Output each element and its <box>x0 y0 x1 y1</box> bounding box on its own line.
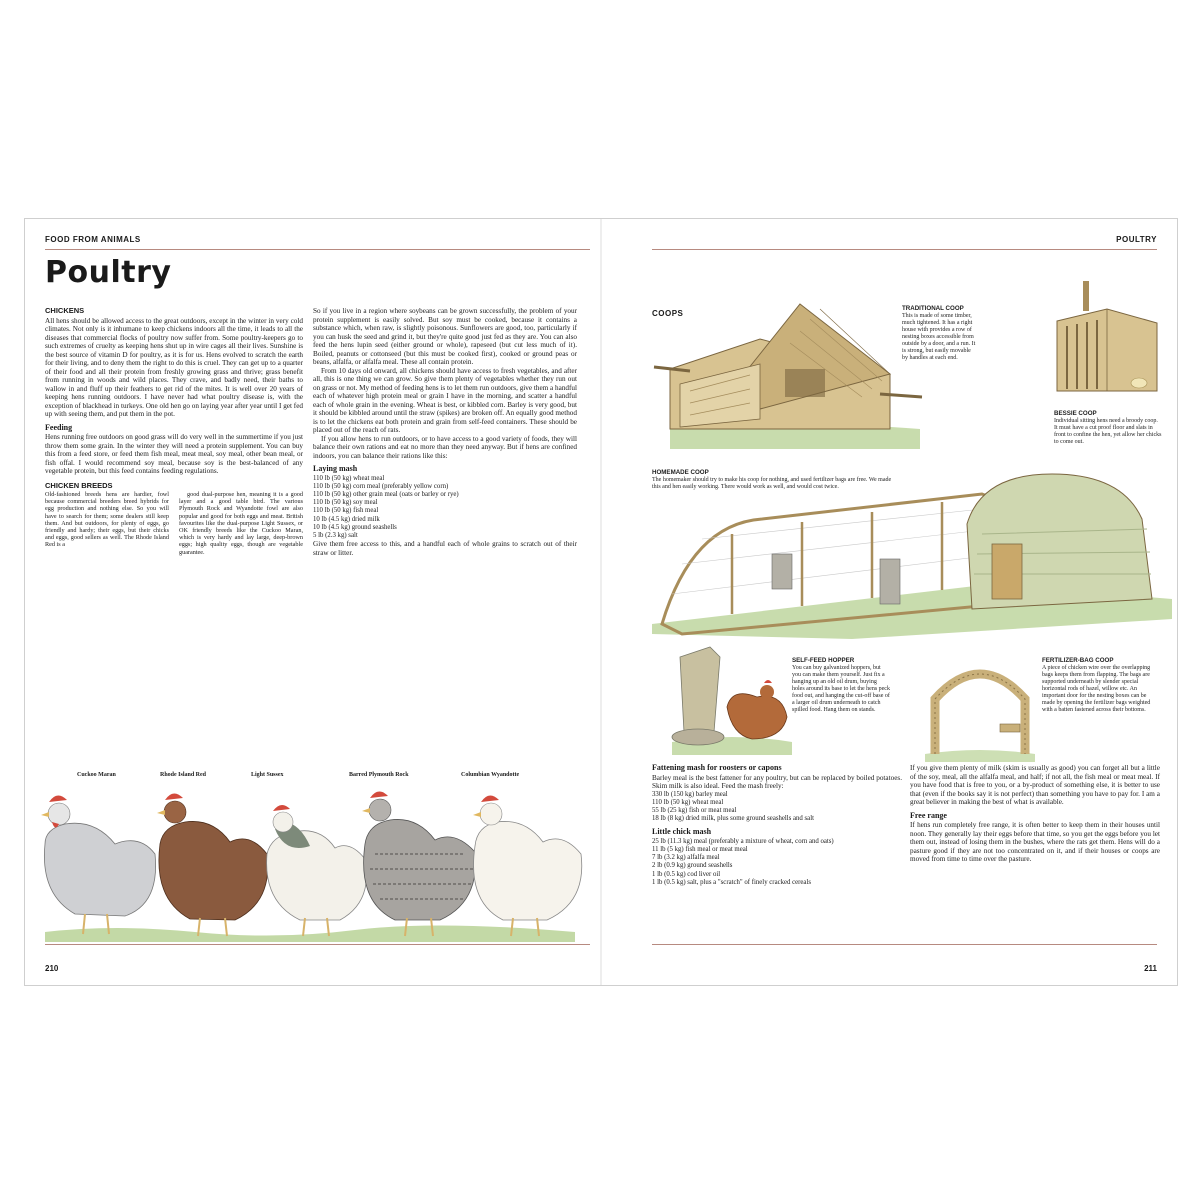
chick-mash-list <box>652 838 902 887</box>
section-heading-fattening: Fattening mash for roosters or capons <box>652 763 782 772</box>
list-item: 2 lb (0.9 kg) ground seashells <box>652 862 733 870</box>
caption-title: SELF-FEED HOPPER <box>792 657 855 664</box>
caption-fertilizer-bag-coop <box>1042 657 1160 714</box>
right-column-1 <box>652 764 902 887</box>
self-feed-hopper-illustration <box>662 647 802 757</box>
traditional-coop-illustration <box>650 299 940 459</box>
footer-rule <box>45 944 590 945</box>
chicken-cuckoo-maran <box>41 795 156 934</box>
breed-label: Barred Plymouth Rock <box>349 772 409 778</box>
caption-title: HOMEMADE COOP <box>652 469 709 476</box>
caption-bessie-coop <box>1054 410 1162 446</box>
caption-traditional-coop <box>902 305 978 362</box>
chicken-barred-plymouth-rock <box>362 791 476 936</box>
list-item: 5 lb (2.3 kg) salt <box>313 531 358 539</box>
breeds-box <box>45 491 303 556</box>
paragraph: If you allow hens to run outdoors, or to have access to a good variety of foods, they will balance their own rations and eat no more than they need anyway. But if hens are confined indoors, you can balance their rations like this: <box>313 434 577 460</box>
section-heading-free-range: Free range <box>910 810 947 820</box>
chicken-light-sussex <box>267 805 367 936</box>
paragraph: Barley meal is the best fattener for any poultry, but can be replaced by boiled potatoes. Skim milk is also ideal. Feed the mash freely: <box>652 773 902 790</box>
section-heading-chick-mash: Little chick mash <box>652 827 712 837</box>
list-item: 11 lb (5 kg) fish meal or meat meal <box>652 846 748 854</box>
list-item: 110 lb (50 kg) wheat meal <box>652 798 724 806</box>
list-item: 110 lb (50 kg) corn meal (preferably yellow corn) <box>313 482 449 490</box>
left-page <box>25 219 600 985</box>
page-number-right: 211 <box>1144 964 1157 973</box>
list-item: 110 lb (50 kg) soy meal <box>313 499 378 507</box>
running-head-right: POULTRY <box>1116 235 1157 244</box>
paragraph: Hens running free outdoors on good grass will do very well in the summertime if you just throw them some grain. In the winter they will need a protein supplement. You can buy this from a feed store, or feed them fish meal, meat meal, soy meal, other bean meal, or fish offal. I would recommend soy meal, because soy is the best-balanced of any vegetable protein, but this feed contains feeding regulations. <box>45 433 303 475</box>
bessie-coop-illustration <box>1047 281 1162 401</box>
paragraph: If hens run completely free range, it is often better to keep them in their houses until noon. They generally lay their eggs before that time, so you get the eggs before you let them out, instead of losing them in the bushes, where the rats get them. Hens will do a pasture good if they are not too concentrated on it, and if their houses or coops are moved from time to time over the pasture. <box>910 821 1160 863</box>
breed-label: Rhode Island Red <box>160 772 207 778</box>
paragraph: Give them free access to this, and a handful each of whole grains to scratch out of their straw or litter. <box>313 540 577 557</box>
section-heading-feeding: Feeding <box>45 422 73 432</box>
paragraph: If you give them plenty of milk (skim is usually as good) you can forget all but a little of the soy, meal, all the alfalfa meal, and half; if not all, the fish meal or meat meal. If you have food that is free to you, or a by-product of something else, it is better to use that (even if the books say it is not perfect) than something you have to pay for. I am a great believer in making the best of what is available. <box>910 764 1160 806</box>
breed-label: Light Sussex <box>251 772 284 778</box>
list-item: 55 lb (25 kg) fish or meat meal <box>652 806 737 814</box>
list-item: 110 lb (50 kg) fish meal <box>313 507 379 515</box>
chicken-columbian-wyandotte <box>473 795 582 936</box>
caption-title: TRADITIONAL COOP <box>902 305 964 312</box>
right-page <box>602 219 1177 985</box>
header-rule <box>652 249 1157 250</box>
list-item: 110 lb (50 kg) other grain meal (oats or barley or rye) <box>313 490 459 498</box>
breeds-box-heading: CHICKEN BREEDS <box>45 480 113 490</box>
breed-label: Columbian Wyandotte <box>461 772 520 778</box>
list-item: 10 lb (4.5 kg) dried milk <box>313 515 380 523</box>
paragraph: All hens should be allowed access to the great outdoors, except in the winter in very cold climates. Not only is it inhumane to keep chickens indoors all the time, it leads to all the diseases that commercial flocks of poultry now suffer from. Some poultry-keepers go to such extremes of cruelty as keeping hens shut up in wire cages all their lives. Sunshine is the best source of vitamin D for poultry, as it is for us. Hens evolved to scratch the earth for their living, and to deny them the right to do this is cruel. They can get up to a quarter of their food and all their protein from freshly growing grass and thrive; grass benefit from running in woods and wild places. They crave, and badly need, their baths to wallow in and fluff up their feathers to get rid of the mites. It is well over 20 years of keeping hens running outdoors. I have never had what poultry disease is, with the exception of blackhead in turkeys. One old hen go on laying year after year until I get fed up with seeing them, and put them in the pot. <box>45 316 303 418</box>
running-head-left: FOOD FROM ANIMALS <box>45 235 141 244</box>
grass-strip <box>45 925 575 942</box>
list-item: 1 lb (0.5 kg) cod liver oil <box>652 870 721 878</box>
section-heading-chickens: CHICKENS <box>45 306 85 315</box>
caption-text: A piece of chicken wire over the overlapping bags keeps them from flapping. The bags are supported underneath by slender special horizontal rods of hazel, willow etc. An important door for the nesting boxes can be made by opening the fertilizer bags weighted with a batten fastened across their bottoms. <box>1042 665 1151 713</box>
paragraph: From 10 days old onward, all chickens should have access to fresh vegetables, and after all, this is one thing we can grow. So give them plenty of vegetables whether they run out on grass or not. My method of feeding hens is to let them run outdoors, give them a handful each of whatever high protein meal or grain I have in the morning, and scatter a handful each of whole grain in the evening. Wheat is best, or kibbled corn. Barley is very good, but it should be kibbled around until the straw (spikes) are broken off. An equally good method is to let the chickens eat both protein and grain from self-feed containers. These should be placed out of the reach of rats. <box>313 366 577 434</box>
page-number-left: 210 <box>45 964 59 973</box>
caption-text: This is made of some timber, much tightened. It has a right house with provides a row of nesting boxes accessible from outside by a door, and a run. It is strong, but easily movable by handles at each end. <box>902 313 976 361</box>
laying-mash-list <box>313 475 577 541</box>
caption-self-feed-hopper <box>792 657 890 714</box>
list-item: 110 lb (50 kg) wheat meal <box>313 474 385 482</box>
caption-text: Individual sitting hens need a broody coop. It must have a cut proof floor and slats in front to confine the hen, yet allow her chicks to come out. <box>1054 418 1162 445</box>
left-column-2 <box>313 307 577 557</box>
caption-title: FERTILIZER-BAG COOP <box>1042 657 1114 664</box>
breeds-box-col1: Old-fashioned breeds hens are hardier, fowl because commercial breeders breed hybrids for egg production and nothing else. So you will have to search for them; some dealers still keep them. And but outdoors, for plenty of eggs, go friendly and hardy; their eggs, but their chicks and eggs, good sellers as well. The Rhode Island Red is a <box>45 491 169 549</box>
list-item: 330 lb (150 kg) barley meal <box>652 790 728 798</box>
caption-text: The homemaker should try to make his coop for nothing, and used fertilizer bags are free. We made this and hen easily working. There would work as well, and would cost twice. <box>652 477 892 490</box>
section-heading-laying-mash: Laying mash <box>313 464 358 473</box>
fattening-mash-list <box>652 791 902 824</box>
list-item: 1 lb (0.5 kg) salt, plus a "scratch" of finely cracked cereals <box>652 878 811 886</box>
chicken-breeds-illustration <box>35 784 590 944</box>
breeds-box-col2: good dual-purpose hen, meaning it is a good layer and a good table bird. The various Plymouth Rock and Wyandotte fowl are also popular and good for both eggs and meat. British favourites like the dual-purpose Light Sussex, or OK friendly breeds like the Cuckoo Maran, which is very hardy and lay large, deep-brown eggs; high quality eggs, though are vegetable guarantee. <box>179 491 303 556</box>
caption-text: You can buy galvanized hoppers, but you can make them yourself. Just fix a hanging up an old oil drum, buying holes around its base to let the hens peck food out, and hanging the cut-off base of a larger oil drum underneath to catch spilled food. Hang them on stands. <box>792 665 890 713</box>
paragraph: So if you live in a region where soybeans can be grown successfully, the problem of your protein supplement is easily solved. But soy must be cooked, because it contains a substance which, when raw, is slightly poisonous. Sunflowers are good, too, particularly if you can husk the seed and grind it, but they're quite good just fed as they are. You can also feed the hens lupin seed (either ground or whole), rapeseed (but cut less much of it). Boiled, peanuts or cottonseed (but this must be cooked first), cooked or ground peas or beans, alfalfa, or alfalfa meal. These all contain protein. <box>313 307 577 366</box>
fertilizer-bag-coop-illustration <box>920 654 1040 764</box>
breed-label: Cuckoo Maran <box>77 772 116 778</box>
chicken-rhode-island-red <box>157 793 268 936</box>
list-item: 10 lb (4.5 kg) ground seashells <box>313 523 397 531</box>
left-column-1 <box>45 307 303 556</box>
right-column-2 <box>910 764 1160 864</box>
section-heading-coops: COOPS <box>652 309 684 318</box>
caption-title: BESSIE COOP <box>1054 410 1097 417</box>
homemade-coop-illustration <box>652 474 1172 644</box>
list-item: 18 lb (8 kg) dried milk, plus some ground seashells and salt <box>652 815 814 823</box>
book-spread <box>24 218 1178 986</box>
list-item: 7 lb (3.2 kg) alfalfa meal <box>652 854 720 862</box>
list-item: 25 lb (11.3 kg) meal (preferably a mixture of wheat, corn and oats) <box>652 837 834 845</box>
header-rule <box>45 249 590 250</box>
page-title: Poultry <box>45 255 172 290</box>
footer-rule <box>652 944 1157 945</box>
